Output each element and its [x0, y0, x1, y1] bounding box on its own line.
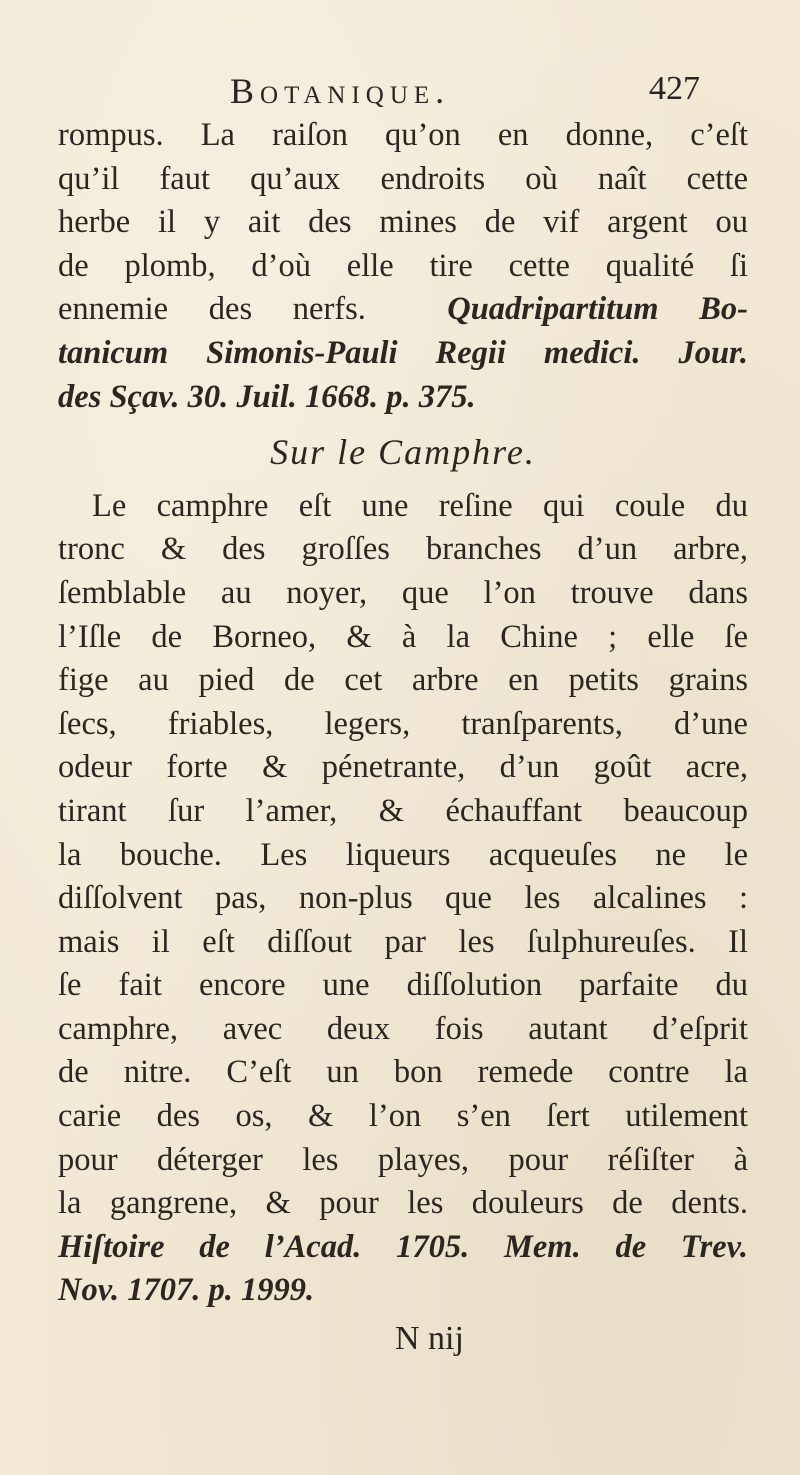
reference-line: Nov. 1707. p. 1999. [58, 1272, 315, 1309]
text-fragment: ennemie des nerfs. [58, 291, 366, 328]
text-line: carie des os, & l’on s’en ſert utilement [58, 1098, 748, 1135]
reference-line: Hiſtoire de l’Acad. 1705. Mem. de Trev. [58, 1228, 748, 1265]
text-line [58, 288, 748, 332]
paragraph-camphre [58, 485, 748, 1313]
reference-line: tanicum Simonis-Pauli Regii medici. Jour. [58, 334, 748, 371]
text-line: de plomb, d’où elle tire cette qualité ſi [58, 247, 748, 284]
paragraph-quadripartitum [58, 114, 748, 419]
text-line: ſe fait encore une diſſolution parfaite du [58, 967, 748, 1004]
text-line: ſemblable au noyer, que l’on trouve dans [58, 574, 748, 611]
section-heading: Sur le Camphre. [270, 432, 536, 473]
text-line: rompus. La raiſon qu’on en donne, c’eſt [58, 117, 748, 153]
text-line: diſſolvent pas, non-plus que les alcalines : [58, 880, 748, 917]
reference-fragment: Quadripartitum Bo- [447, 291, 748, 328]
page-header [100, 70, 700, 110]
reference-line: des Sçav. 30. Juil. 1668. p. 375. [58, 378, 476, 415]
text-line: fige au pied de cet arbre en petits grains [58, 662, 748, 699]
text-line: odeur forte & pénetrante, d’un goût acre, [58, 749, 748, 786]
text-line: de nitre. C’eſt un bon remede contre la [58, 1054, 748, 1091]
text-line: qu’il faut qu’aux endroits où naît cette [58, 160, 748, 197]
text-line: tronc & des groſſes branches d’un arbre, [58, 531, 748, 568]
text-line: mais il eſt diſſout par les ſulphureuſes. Il [58, 923, 748, 960]
running-title: Botanique. [230, 71, 451, 111]
page-number: 427 [649, 70, 700, 107]
text-line: la gangrene, & pour les douleurs de dents. [58, 1185, 748, 1222]
text-line: herbe il y ait des mines de vif argent ou [58, 204, 748, 241]
text-line: ſecs, friables, legers, tranſparents, d’une [58, 705, 748, 742]
text-line: tirant ſur l’amer, & échauffant beaucoup [58, 792, 748, 829]
text-line: camphre, avec deux fois autant d’eſprit [58, 1010, 748, 1047]
text-line: Le camphre eſt une reſine qui coule du [92, 487, 748, 524]
text-line: la bouche. Les liqueurs acqueuſes ne le [58, 836, 748, 873]
text-line: l’Iſle de Borneo, & à la Chine ; elle ſe [58, 618, 748, 655]
body-text [58, 114, 748, 1313]
signature-mark: N nij [395, 1320, 464, 1357]
text-line: pour déterger les playes, pour réſiſter à [58, 1141, 748, 1178]
